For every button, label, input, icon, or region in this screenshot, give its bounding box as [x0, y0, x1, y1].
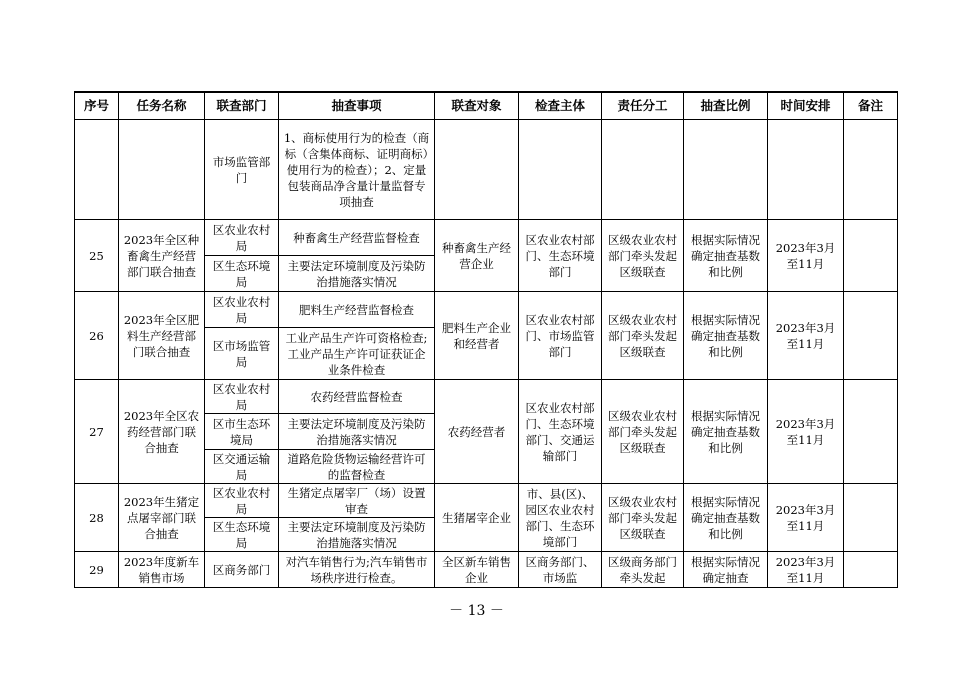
table-row: [75, 484, 898, 518]
inspection-item-cell: 种畜禽生产经营监督检查: [279, 220, 435, 256]
header-row: [75, 92, 898, 120]
task-name-cell: 2023年生猪定点屠宰部门联合抽查: [119, 484, 205, 552]
joint-dept-cell: 区农业农村局: [205, 292, 279, 328]
subject-cell: 区商务部门、市场监: [519, 552, 602, 588]
inspection-item-cell: 道路危险货物运输经营许可的监督检查: [279, 450, 435, 484]
header-cell: 联查对象: [435, 92, 519, 120]
header-cell: 检查主体: [519, 92, 602, 120]
inspection-item-cell: 主要法定环境制度及污染防治措施落实情况: [279, 518, 435, 552]
ratio-cell: 根据实际情况确定抽查: [684, 552, 768, 588]
table-row: [75, 292, 898, 328]
remark-cell: [844, 220, 898, 292]
time-cell: 2023年3月至11月: [768, 292, 844, 380]
header-cell: 抽查比例: [684, 92, 768, 120]
subject-cell: 市、县(区)、园区农业农村部门、生态环境部门: [519, 484, 602, 552]
joint-dept-cell: 区生态环境局: [205, 256, 279, 292]
table-row: [75, 120, 898, 220]
ratio-cell: 根据实际情况确定抽查基数和比例: [684, 292, 768, 380]
header-cell: 抽查事项: [279, 92, 435, 120]
joint-dept-cell: 区农业农村局: [205, 220, 279, 256]
target-cell: 肥料生产企业和经营者: [435, 292, 519, 380]
row-number: 28: [75, 484, 119, 552]
ratio-cell: 根据实际情况确定抽查基数和比例: [684, 484, 768, 552]
task-name-cell: 2023年全区种畜禽生产经营部门联合抽查: [119, 220, 205, 292]
target-cell: 农药经营者: [435, 380, 519, 484]
remark-cell: [844, 292, 898, 380]
header-cell: 备注: [844, 92, 898, 120]
header-cell: 任务名称: [119, 92, 205, 120]
inspection-item-cell: 农药经营监督检查: [279, 380, 435, 414]
remark-cell: [844, 484, 898, 552]
row-number: 27: [75, 380, 119, 484]
inspection-item-cell: 生猪定点屠宰厂（场）设置审查: [279, 484, 435, 518]
row-number: 26: [75, 292, 119, 380]
time-cell: 2023年3月至11月: [768, 220, 844, 292]
inspection-item-cell: 肥料生产经营监督检查: [279, 292, 435, 328]
task-name-cell: 2023年全区肥料生产经营部门联合抽查: [119, 292, 205, 380]
duty-cell: 区级农业农村部门牵头发起区级联查: [602, 292, 684, 380]
joint-dept-cell: 区市场监管局: [205, 328, 279, 380]
table-row: [75, 380, 898, 414]
subject-cell: 区农业农村部门、生态环境部门: [519, 220, 602, 292]
ratio-cell: 根据实际情况确定抽查基数和比例: [684, 380, 768, 484]
ratio-cell: 根据实际情况确定抽查基数和比例: [684, 220, 768, 292]
page-number: － 13 －: [449, 603, 504, 619]
target-cell: 生猪屠宰企业: [435, 484, 519, 552]
duty-cell: 区级农业农村部门牵头发起区级联查: [602, 220, 684, 292]
inspection-item-cell: 对汽车销售行为;汽车销售市场秩序进行检查。: [279, 552, 435, 588]
time-cell: 2023年3月至11月: [768, 484, 844, 552]
joint-dept-cell: 区商务部门: [205, 552, 279, 588]
joint-dept-cell: 区农业农村局: [205, 380, 279, 414]
duty-cell: 区级农业农村部门牵头发起区级联查: [602, 380, 684, 484]
table-row: [75, 220, 898, 256]
task-name-cell: 2023年全区农药经营部门联合抽查: [119, 380, 205, 484]
duty-cell: 区级商务部门牵头发起: [602, 552, 684, 588]
subject-cell: 区农业农村部门、市场监管部门: [519, 292, 602, 380]
inspection-item-cell: 主要法定环境制度及污染防治措施落实情况: [279, 256, 435, 292]
duty-cell: 区级农业农村部门牵头发起区级联查: [602, 484, 684, 552]
row-number: 25: [75, 220, 119, 292]
joint-dept-cell: 区交通运输局: [205, 450, 279, 484]
header-cell: 联查部门: [205, 92, 279, 120]
header-cell: 责任分工: [602, 92, 684, 120]
inspection-task-table: [74, 91, 898, 588]
subject-cell: 区农业农村部门、生态环境部门、交通运输部门: [519, 380, 602, 484]
joint-dept-cell: 区农业农村局: [205, 484, 279, 518]
joint-dept-cell: 市场监管部门: [205, 120, 279, 220]
header-cell: 时间安排: [768, 92, 844, 120]
header-cell: 序号: [75, 92, 119, 120]
joint-dept-cell: 区市生态环境局: [205, 414, 279, 450]
remark-cell: [844, 552, 898, 588]
joint-dept-cell: 区生态环境局: [205, 518, 279, 552]
inspection-item-cell: 主要法定环境制度及污染防治措施落实情况: [279, 414, 435, 450]
task-name-cell: 2023年度新车销售市场: [119, 552, 205, 588]
target-cell: 种畜禽生产经营企业: [435, 220, 519, 292]
inspection-item-cell: 1、商标使用行为的检查（商标（含集体商标、证明商标）使用行为的检查）；2、定量包装商品净含量计量监督专项抽查: [279, 120, 435, 220]
time-cell: 2023年3月至11月: [768, 380, 844, 484]
time-cell: 2023年3月至11月: [768, 552, 844, 588]
remark-cell: [844, 380, 898, 484]
inspection-item-cell: 工业产品生产许可资格检查;工业产品生产许可证获证企业条件检查: [279, 328, 435, 380]
target-cell: 全区新车销售企业: [435, 552, 519, 588]
row-number: 29: [75, 552, 119, 588]
table-row: [75, 552, 898, 588]
